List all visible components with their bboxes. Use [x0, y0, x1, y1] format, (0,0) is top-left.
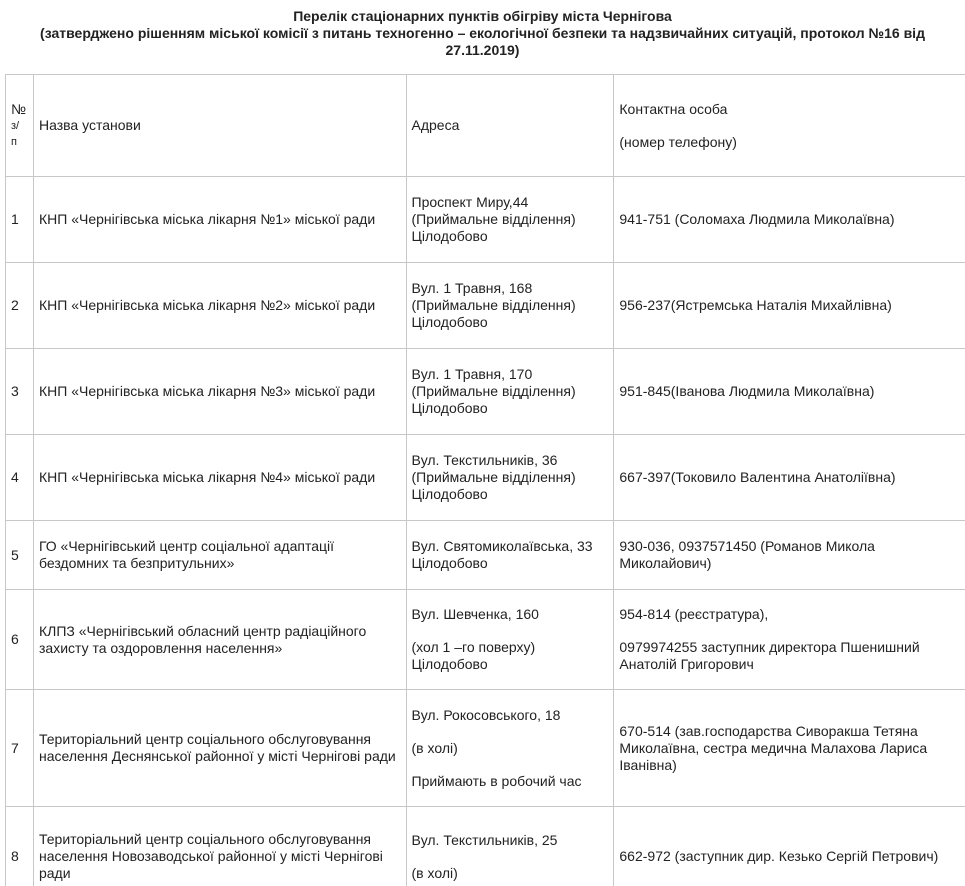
- address-location: (Приймальне відділення): [411, 383, 576, 399]
- header-num-cell: [6, 75, 34, 177]
- contact-person: 941-751 (Соломаха Людмила Миколаївна): [614, 177, 965, 263]
- address-hours: Цілодобово: [411, 314, 488, 330]
- address-cell: [407, 349, 615, 435]
- address-location-block: [412, 639, 609, 673]
- address-location: (в холі): [411, 864, 458, 881]
- contact-person: 670-514 (зав.господарства Сиворакша Тетяна Миколаївна, сестра медична Малахова Лариса Іванівна): [614, 690, 965, 807]
- institution-name: ГО «Чернігівський центр соціальної адаптації бездомних та безпритульних»: [34, 521, 407, 590]
- address-street: Вул. 1 Травня, 168: [411, 280, 533, 296]
- address-street: Вул. Шевченка, 160: [411, 606, 539, 622]
- heading-subtitle: (затверджено рішенням міської комісії з питань техногенно – екологічної безпеки та надзвичайних ситуацій, протокол №16 від: [40, 25, 925, 41]
- header-num-symbol: №: [11, 101, 27, 117]
- institution-name: Територіальний центр соціального обслуговування населення Деснянської районної у місті Чернігові ради: [34, 690, 407, 807]
- contact-person: 667-397(Токовило Валентина Анатоліївна): [614, 435, 965, 521]
- address-cell: [407, 590, 615, 690]
- header-address-cell: Адреса: [407, 75, 615, 177]
- row-number: 2: [6, 263, 34, 349]
- heating-points-table: [5, 74, 965, 886]
- header-num-abbr-1: з/: [11, 120, 20, 132]
- institution-name: КНП «Чернігівська міська лікарня №4» міської ради: [34, 435, 407, 521]
- table-row: [6, 521, 965, 590]
- contact-person: 956-237(Ястремська Наталія Михайлівна): [614, 263, 965, 349]
- contact-person: 930-036, 0937571450 (Романов Микола Миколайович): [614, 521, 965, 590]
- table-row: [6, 590, 965, 690]
- contact-person: 0979974255 заступник директора Пшенишний Анатолій Григорович: [619, 639, 920, 672]
- row-number: 5: [6, 521, 34, 590]
- header-num-abbr-2: п: [11, 136, 17, 148]
- contact-reception: 954-814 (реєстратура),: [619, 606, 769, 622]
- address-hours: Цілодобово: [411, 486, 488, 502]
- table-row: [6, 690, 965, 807]
- address-street: Вул. Текстильників, 25: [411, 831, 558, 848]
- address-cell: [407, 435, 615, 521]
- row-number: 1: [6, 177, 34, 263]
- row-number: 7: [6, 690, 34, 807]
- row-number: 4: [6, 435, 34, 521]
- table-row: [6, 177, 965, 263]
- row-number: 6: [6, 590, 34, 690]
- address-location: (хол 1 –го поверху): [411, 639, 536, 655]
- institution-name: КНП «Чернігівська міська лікарня №3» міської ради: [34, 349, 407, 435]
- address-street: Вул. 1 Травня, 170: [411, 366, 533, 382]
- address-cell: [407, 177, 615, 263]
- header-name-cell: Назва установи: [34, 75, 407, 177]
- table-row: [6, 349, 965, 435]
- address-hours: Цілодобово: [411, 555, 488, 571]
- row-number: 3: [6, 349, 34, 435]
- contact-cell: [614, 590, 965, 690]
- address-hours: Приймають в робочий час: [411, 772, 582, 789]
- table-row: [6, 807, 965, 886]
- address-location: (Приймальне відділення): [411, 297, 576, 313]
- table-row: [6, 263, 965, 349]
- address-street: Вул. Текстильників, 36: [411, 452, 558, 468]
- address-cell: [407, 263, 615, 349]
- address-location: (Приймальне відділення): [411, 211, 576, 227]
- address-location: (Приймальне відділення): [411, 469, 576, 485]
- institution-name: КНП «Чернігівська міська лікарня №1» міської ради: [34, 177, 407, 263]
- page-heading: [0, 0, 965, 59]
- address-cell: [407, 521, 615, 590]
- institution-name: КНП «Чернігівська міська лікарня №2» міської ради: [34, 263, 407, 349]
- table-row: [6, 435, 965, 521]
- address-street: Проспект Миру,44: [411, 194, 529, 210]
- row-number: 8: [6, 807, 34, 886]
- heading-title: Перелік стаціонарних пунктів обігріву міста Чернігова: [293, 8, 672, 24]
- address-street: Вул. Святомиколаївська, 33: [411, 538, 593, 554]
- address-hours: Цілодобово: [411, 228, 488, 244]
- header-contact-phone-note: (номер телефону): [619, 133, 737, 150]
- institution-name: Територіальний центр соціального обслуговування населення Новозаводської районної у місті Чернігові ради: [34, 807, 407, 886]
- address-hours: Цілодобово: [411, 656, 488, 672]
- heading-subtitle-date: 27.11.2019): [445, 42, 520, 58]
- address-hours: Цілодобово: [411, 400, 488, 416]
- header-contact-title: Контактна особа: [619, 100, 728, 117]
- institution-name: КЛПЗ «Чернігівський обласний центр радіаційного захисту та оздоровлення населення»: [34, 590, 407, 690]
- table-header-row: [6, 75, 965, 177]
- contact-person: 951-845(Іванова Людмила Миколаївна): [614, 349, 965, 435]
- address-location: (в холі): [411, 739, 458, 756]
- contact-person: 662-972 (заступник дир. Кезько Сергій Петрович): [614, 807, 965, 886]
- header-contact-cell: [614, 75, 965, 177]
- address-cell: [407, 807, 615, 886]
- address-street: Вул. Рокосовського, 18: [411, 706, 561, 723]
- address-cell: [407, 690, 615, 807]
